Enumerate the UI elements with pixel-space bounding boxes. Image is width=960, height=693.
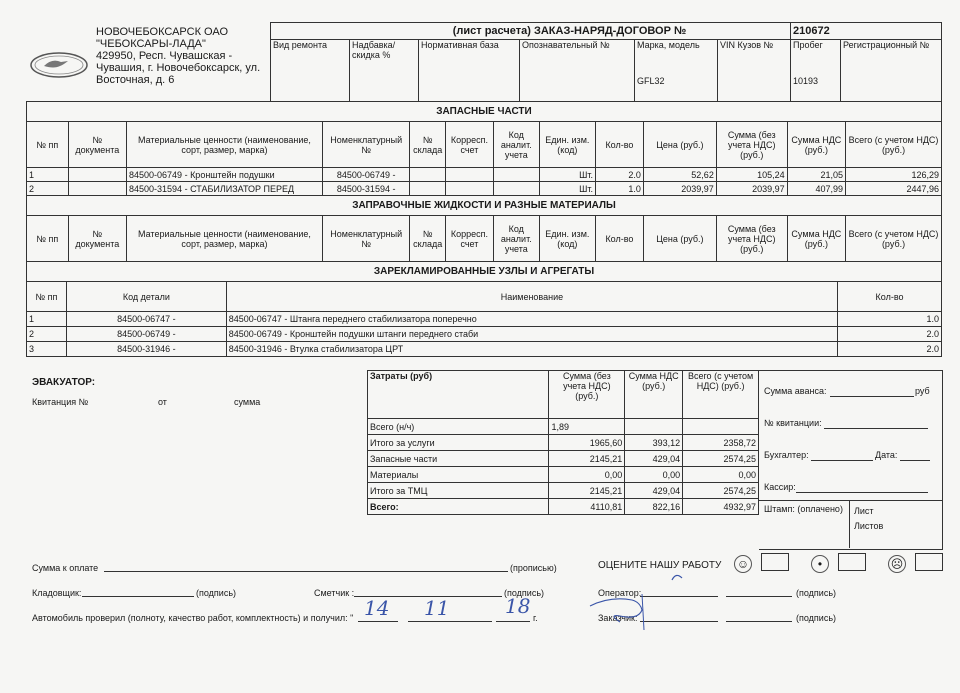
- table-row: [368, 435, 759, 451]
- fluids-section-title: ЗАПРАВОЧНЫЕ ЖИДКОСТИ И РАЗНЫЕ МАТЕРИАЛЫ: [27, 196, 942, 216]
- table-row: [368, 451, 759, 467]
- rating-box-neutral[interactable]: [838, 553, 866, 571]
- date-day-line: [358, 621, 398, 622]
- cell: 0,00: [625, 467, 683, 483]
- col-header: Кол-во: [838, 282, 942, 312]
- cell: 84500-06747 - Штанга переднего стабилизатора поперечно: [226, 312, 837, 327]
- col-header: № документа: [68, 122, 126, 168]
- table-row: [27, 327, 942, 342]
- table-row: [368, 419, 759, 435]
- rate-label: ОЦЕНИТЕ НАШУ РАБОТУ: [598, 560, 722, 571]
- smiley-happy-icon[interactable]: ☺: [734, 555, 752, 573]
- cell: 2.0: [838, 327, 942, 342]
- receipt-label: № квитанции:: [764, 418, 822, 428]
- table-row: [27, 182, 942, 196]
- col-header: Код аналит. учета: [493, 122, 539, 168]
- parts-section-title: ЗАПАСНЫЕ ЧАСТИ: [27, 102, 942, 122]
- col-header: Всего (с учетом НДС) (руб.): [846, 122, 942, 168]
- smiley-neutral-icon[interactable]: •: [811, 555, 829, 573]
- handwritten-month: 11: [424, 596, 450, 620]
- col-header: Затраты (руб): [368, 371, 549, 419]
- evacuator-title: ЭВАКУАТОР:: [32, 377, 96, 388]
- col-header: Сумма (без учета НДС) (руб.): [549, 371, 625, 419]
- field-make-model: [635, 40, 718, 102]
- cell: 1965,60: [549, 435, 625, 451]
- smiley-sad-icon[interactable]: ☹: [888, 555, 906, 573]
- operator-label: Оператор:: [598, 588, 642, 598]
- cell: Всего (н/ч): [368, 419, 549, 435]
- evacuator-sum: сумма: [234, 397, 261, 407]
- col-header: Цена (руб.): [643, 122, 716, 168]
- sheet-label: Лист: [854, 506, 874, 516]
- col-header: Цена (руб.): [643, 216, 716, 262]
- cell: 84500-06749 -: [322, 168, 410, 182]
- parts-table: [26, 101, 942, 262]
- col-header: Всего (с учетом НДС) (руб.): [683, 371, 759, 419]
- mileage-value: 10193: [793, 76, 819, 86]
- cell: 84500-06749 -: [66, 327, 226, 342]
- accountant-line: [811, 460, 873, 461]
- col-header: Номенклатурный №: [322, 216, 410, 262]
- cell: 2145,21: [549, 483, 625, 499]
- cell: 2039,97: [716, 182, 787, 196]
- cell: [625, 419, 683, 435]
- signature-label: (подпись): [196, 588, 237, 598]
- cell: 1.0: [838, 312, 942, 327]
- field-mileage: [791, 40, 841, 102]
- col-header: Корресп. счет: [445, 216, 493, 262]
- advance-unit: руб: [915, 386, 930, 396]
- operator-sign-line: [726, 596, 792, 597]
- cell: [493, 168, 539, 182]
- col-header: Кол-во: [595, 122, 643, 168]
- cell: 429,04: [625, 483, 683, 499]
- cell: 429,04: [625, 451, 683, 467]
- field-norm-base: Нормативная база: [419, 40, 520, 102]
- cell: 2358,72: [683, 435, 759, 451]
- cell: 393,12: [625, 435, 683, 451]
- cell: 407,99: [787, 182, 845, 196]
- cell: 2.0: [595, 168, 643, 182]
- col-header: Всего (с учетом НДС) (руб.): [846, 216, 942, 262]
- signature-label: (подпись): [796, 613, 837, 623]
- col-header: № пп: [27, 216, 69, 262]
- cashier-line: [796, 492, 928, 493]
- col-header: № документа: [68, 216, 126, 262]
- cell: [68, 182, 126, 196]
- receipt-line: [824, 428, 928, 429]
- col-header: Наименование: [226, 282, 837, 312]
- cell: 84500-06749 - Кронштейн подушки штанги переднего стаби: [226, 327, 837, 342]
- table-row: [27, 168, 942, 182]
- cell: 2574,25: [683, 483, 759, 499]
- customer-label: Заказчик:: [598, 613, 638, 623]
- date-label: Дата:: [875, 450, 898, 460]
- handwritten-year: 18: [505, 594, 531, 618]
- lada-logo-icon: [30, 52, 88, 78]
- to-pay-line: [104, 571, 508, 572]
- stamp-label: Штамп: (оплачено): [764, 504, 843, 514]
- storekeeper-line: [82, 596, 194, 597]
- table-row: [27, 312, 942, 327]
- make-model-label: Марка, модель: [637, 40, 700, 50]
- signature-label: (подпись): [504, 588, 545, 598]
- rating-box-good[interactable]: [761, 553, 789, 571]
- cell: 0,00: [683, 467, 759, 483]
- col-header: Материальные ценности (наименование, сорт, размер, марка): [127, 122, 323, 168]
- cell: 1.0: [595, 182, 643, 196]
- col-header: № пп: [27, 282, 67, 312]
- organization-address: [96, 26, 271, 86]
- table-row: [368, 499, 759, 515]
- advance-label: Сумма аванса:: [764, 386, 827, 396]
- col-header: Сумма НДС (руб.): [787, 122, 845, 168]
- cell: [410, 168, 445, 182]
- cell: 1: [27, 168, 69, 182]
- cell: 84500-31594 -: [322, 182, 410, 196]
- storekeeper-label: Кладовщик:: [32, 588, 82, 598]
- advance-line: [830, 396, 914, 397]
- col-header: Код аналит. учета: [493, 216, 539, 262]
- mileage-label: Пробег: [793, 40, 823, 50]
- date-month-line: [408, 621, 492, 622]
- col-header: Код детали: [66, 282, 226, 312]
- date-year-line: [496, 621, 530, 622]
- cell: 2145,21: [549, 451, 625, 467]
- cell: 2574,25: [683, 451, 759, 467]
- table-row: [368, 483, 759, 499]
- cell: Всего:: [368, 499, 549, 515]
- cell: [410, 182, 445, 196]
- col-header: Един. изм. (код): [539, 122, 595, 168]
- cell: 2: [27, 182, 69, 196]
- cell: Шт.: [539, 168, 595, 182]
- field-discount: Надбавка/ скидка %: [350, 40, 419, 102]
- cell: Итого за услуги: [368, 435, 549, 451]
- claimed-table: [26, 261, 942, 357]
- cell: [493, 182, 539, 196]
- to-pay-label: Сумма к оплате: [32, 563, 99, 573]
- table-row: [27, 342, 942, 357]
- model-value: GFL32: [637, 76, 665, 86]
- col-header: Един. изм. (код): [539, 216, 595, 262]
- cell: 4110,81: [549, 499, 625, 515]
- org-line: "ЧЕБОКСАРЫ-ЛАДА": [96, 38, 206, 50]
- org-line: Чувашия, г. Новочебоксарск, ул.: [96, 62, 261, 74]
- cell: 0,00: [549, 467, 625, 483]
- col-header: Корресп. счет: [445, 122, 493, 168]
- cell: 822,16: [625, 499, 683, 515]
- rating-box-bad[interactable]: [915, 553, 943, 571]
- org-line: 429950, Респ. Чувашская -: [96, 50, 233, 62]
- table-row: [368, 467, 759, 483]
- sheets-label: Листов: [854, 521, 884, 531]
- header-table: [270, 22, 942, 102]
- signature-scribble-icon: [580, 570, 690, 636]
- org-line: НОВОЧЕБОКСАРСК ОАО: [96, 26, 229, 38]
- cashier-label: Кассир:: [764, 482, 796, 492]
- cell: 84500-06747 -: [66, 312, 226, 327]
- cell: 84500-31594 - СТАБИЛИЗАТОР ПЕРЕД: [127, 182, 323, 196]
- cell: [445, 168, 493, 182]
- cell: Итого за ТМЦ: [368, 483, 549, 499]
- cell: 126,29: [846, 168, 942, 182]
- col-header: Сумма (без учета НДС) (руб.): [716, 122, 787, 168]
- customer-sign-line: [726, 621, 792, 622]
- col-header: Сумма НДС (руб.): [787, 216, 845, 262]
- cell: 2: [27, 327, 67, 342]
- claimed-section-title: ЗАРЕКЛАМИРОВАННЫЕ УЗЛЫ И АГРЕГАТЫ: [27, 262, 942, 282]
- evacuator-receipt: Квитанция №: [32, 397, 89, 407]
- cell: Запасные части: [368, 451, 549, 467]
- cell: 2039,97: [643, 182, 716, 196]
- field-vin: VIN Кузов №: [718, 40, 791, 102]
- cell: [68, 168, 126, 182]
- col-header: № склада: [410, 216, 445, 262]
- org-line: Восточная, д. 6: [96, 74, 175, 86]
- cell: 3: [27, 342, 67, 357]
- counter-label: Сметчик :: [314, 588, 355, 598]
- checked-label: Автомобиль проверил (полноту, качество работ, комплектность) и получил: ": [32, 613, 354, 623]
- date-line: [900, 460, 930, 461]
- cell: Шт.: [539, 182, 595, 196]
- cell: 84500-06749 - Кронштейн подушки: [127, 168, 323, 182]
- field-repair-type: Вид ремонта: [271, 40, 350, 102]
- col-header: Сумма (без учета НДС) (руб.): [716, 216, 787, 262]
- col-header: Кол-во: [595, 216, 643, 262]
- cell: 4932,97: [683, 499, 759, 515]
- col-header: Номенклатурный №: [322, 122, 410, 168]
- year-suffix: г.: [533, 613, 538, 623]
- cell: [445, 182, 493, 196]
- order-number: 210672: [791, 23, 942, 40]
- field-reg-number: Регистрационный №: [841, 40, 942, 102]
- field-id-number: Опознавательный №: [520, 40, 635, 102]
- accountant-label: Бухгалтер:: [764, 450, 809, 460]
- cell: [683, 419, 759, 435]
- signature-label: (подпись): [796, 588, 837, 598]
- cell: 2447,96: [846, 182, 942, 196]
- cell: 84500-31946 -: [66, 342, 226, 357]
- cell: 2.0: [838, 342, 942, 357]
- cell: 105,24: [716, 168, 787, 182]
- col-header: № пп: [27, 122, 69, 168]
- evacuator-from: от: [158, 397, 167, 407]
- cell: Материалы: [368, 467, 549, 483]
- col-header: Материальные ценности (наименование, сорт, размер, марка): [127, 216, 323, 262]
- in-words-label: (прописью): [510, 563, 557, 573]
- cell: 52,62: [643, 168, 716, 182]
- document-title: (лист расчета) ЗАКАЗ-НАРЯД-ДОГОВОР №: [271, 23, 791, 40]
- cell: 1,89: [549, 419, 625, 435]
- cell: 21,05: [787, 168, 845, 182]
- handwritten-day: 14: [364, 596, 390, 620]
- cell: 1: [27, 312, 67, 327]
- stamp-divider: [849, 500, 850, 548]
- costs-table: [367, 370, 759, 515]
- col-header: № склада: [410, 122, 445, 168]
- col-header: Сумма НДС (руб.): [625, 371, 683, 419]
- cell: 84500-31946 - Втулка стабилизатора ЦРТ: [226, 342, 837, 357]
